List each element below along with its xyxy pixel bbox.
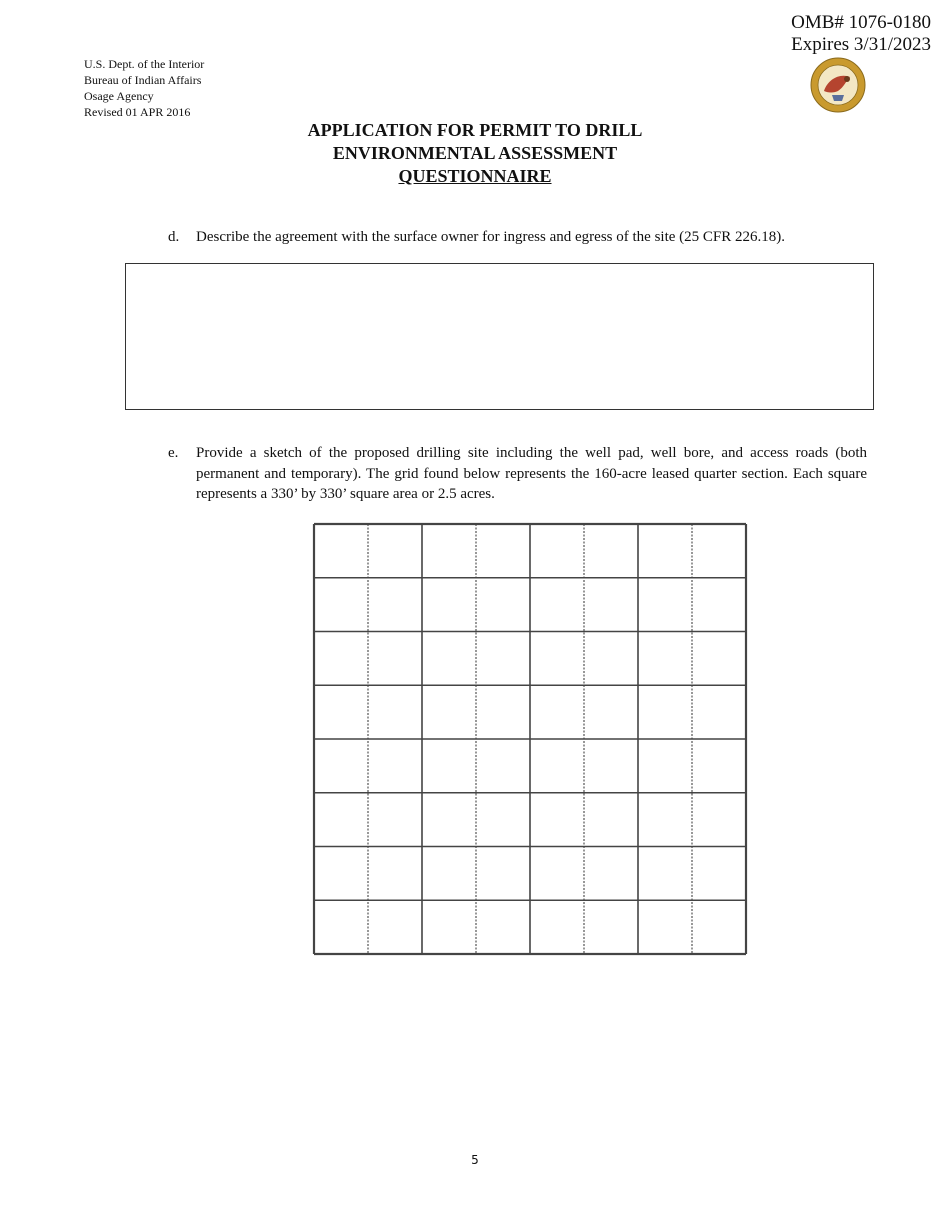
agency-line: U.S. Dept. of the Interior <box>84 57 205 71</box>
expiration-date: Expires 3/31/2023 <box>791 34 931 55</box>
question-label: d. <box>168 229 180 245</box>
question-text: Provide a sketch of the proposed drilling site including the well pad, well bore, and access roads (both permanent and temporary). The grid found below represents the 160-acre leased quarter section. Each square represents a 330’ by 330’ square area or 2.5 acres. <box>196 445 867 502</box>
omb-number: OMB# 1076-0180 <box>791 12 931 33</box>
sketch-grid[interactable] <box>312 522 748 956</box>
question-text: Describe the agreement with the surface owner for ingress and egress of the site (25 CFR 226.18). <box>196 229 785 245</box>
agency-line: Bureau of Indian Affairs <box>84 73 202 87</box>
form-title <box>0 119 950 188</box>
title-line: ENVIRONMENTAL ASSESSMENT <box>332 143 618 163</box>
title-line: APPLICATION FOR PERMIT TO DRILL <box>307 120 643 140</box>
agency-info <box>84 56 204 120</box>
agency-line: Osage Agency <box>84 89 154 103</box>
grid-svg <box>312 522 748 956</box>
omb-block <box>791 12 931 56</box>
title-line-underlined: QUESTIONNAIRE <box>398 166 552 186</box>
question-label: e. <box>168 445 179 461</box>
question-e <box>168 443 867 505</box>
page-number: 5 <box>471 1153 479 1167</box>
doi-seal-icon <box>810 57 866 113</box>
revision-date: Revised 01 APR 2016 <box>84 105 191 119</box>
answer-box-d[interactable] <box>125 263 874 410</box>
